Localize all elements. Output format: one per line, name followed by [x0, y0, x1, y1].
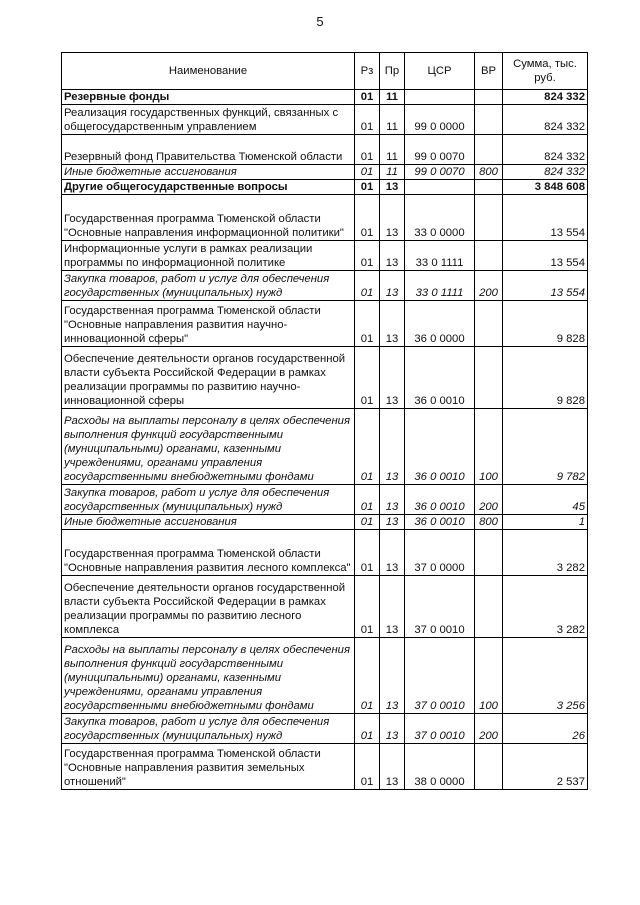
cell-name: Закупка товаров, работ и услуг для обеспечения государственных (муниципальных) нужд — [62, 271, 355, 301]
header-name: Наименование — [62, 53, 355, 90]
table-row — [62, 271, 588, 301]
cell-pr: 13 — [380, 347, 405, 409]
cell-vr — [475, 180, 503, 195]
cell-name: Обеспечение деятельности органов государственной власти субъекта Российской Федерации в рамках реализации программы по развитию научно-инновационной сферы — [62, 347, 355, 409]
cell-rz: 01 — [355, 105, 380, 135]
table-row — [62, 714, 588, 744]
table-row — [62, 135, 588, 165]
cell-rz: 01 — [355, 515, 380, 530]
cell-csr: 37 0 0010 — [405, 576, 475, 638]
cell-rz: 01 — [355, 301, 380, 347]
table-row — [62, 638, 588, 714]
cell-name: Расходы на выплаты персоналу в целях обеспечения выполнения функций государственными (муниципальными) органами, казенными учреждениями, органами управления государственными внебюджетными фондами — [62, 409, 355, 485]
cell-csr: 99 0 0000 — [405, 105, 475, 135]
cell-csr: 99 0 0070 — [405, 135, 475, 165]
cell-name: Закупка товаров, работ и услуг для обеспечения государственных (муниципальных) нужд — [62, 485, 355, 515]
table-row — [62, 409, 588, 485]
cell-rz: 01 — [355, 135, 380, 165]
cell-rz: 01 — [355, 195, 380, 241]
table-body — [62, 90, 588, 790]
cell-name: Резервный фонд Правительства Тюменской области — [62, 135, 355, 165]
cell-csr — [405, 180, 475, 195]
cell-vr: 200 — [475, 714, 503, 744]
table-row — [62, 347, 588, 409]
cell-pr: 13 — [380, 271, 405, 301]
table-row — [62, 180, 588, 195]
cell-sum: 9 828 — [503, 347, 588, 409]
cell-csr: 36 0 0010 — [405, 347, 475, 409]
cell-pr: 11 — [380, 105, 405, 135]
cell-pr: 13 — [380, 195, 405, 241]
cell-sum: 13 554 — [503, 271, 588, 301]
table-row — [62, 105, 588, 135]
cell-vr — [475, 347, 503, 409]
cell-vr — [475, 301, 503, 347]
cell-csr: 38 0 0000 — [405, 744, 475, 790]
cell-csr: 36 0 0000 — [405, 301, 475, 347]
cell-csr: 36 0 0010 — [405, 409, 475, 485]
table-row — [62, 576, 588, 638]
cell-pr: 13 — [380, 530, 405, 576]
cell-vr: 200 — [475, 271, 503, 301]
cell-sum: 2 537 — [503, 744, 588, 790]
cell-rz: 01 — [355, 90, 380, 105]
cell-rz: 01 — [355, 530, 380, 576]
cell-rz: 01 — [355, 744, 380, 790]
cell-name: Реализация государственных функций, связанных с общегосударственным управлением — [62, 105, 355, 135]
cell-sum: 9 828 — [503, 301, 588, 347]
table-row — [62, 90, 588, 105]
header-pr: Пр — [380, 53, 405, 90]
cell-csr: 33 0 0000 — [405, 195, 475, 241]
cell-pr: 13 — [380, 301, 405, 347]
cell-name: Государственная программа Тюменской области "Основные направления развития научно-инновационной сферы" — [62, 301, 355, 347]
cell-sum: 3 256 — [503, 638, 588, 714]
cell-sum: 824 332 — [503, 165, 588, 180]
cell-csr: 37 0 0000 — [405, 530, 475, 576]
cell-vr — [475, 135, 503, 165]
cell-name: Резервные фонды — [62, 90, 355, 105]
header-rz: Рз — [355, 53, 380, 90]
page-number: 5 — [316, 14, 324, 29]
table-row — [62, 301, 588, 347]
cell-sum: 13 554 — [503, 195, 588, 241]
cell-vr: 200 — [475, 485, 503, 515]
cell-pr: 13 — [380, 409, 405, 485]
cell-name: Иные бюджетные ассигнования — [62, 165, 355, 180]
cell-sum: 3 848 608 — [503, 180, 588, 195]
cell-name: Государственная программа Тюменской области "Основные направления информационной политики" — [62, 195, 355, 241]
cell-csr: 36 0 0010 — [405, 485, 475, 515]
cell-sum: 13 554 — [503, 241, 588, 271]
cell-sum: 26 — [503, 714, 588, 744]
cell-csr: 37 0 0010 — [405, 714, 475, 744]
header-sum: Сумма, тыс. руб. — [503, 53, 588, 90]
cell-sum: 824 332 — [503, 105, 588, 135]
cell-rz: 01 — [355, 347, 380, 409]
cell-pr: 13 — [380, 485, 405, 515]
cell-name: Информационные услуги в рамках реализации программы по информационной политике — [62, 241, 355, 271]
table-row — [62, 165, 588, 180]
cell-vr — [475, 530, 503, 576]
cell-sum: 3 282 — [503, 576, 588, 638]
table-row — [62, 241, 588, 271]
cell-name: Другие общегосударственные вопросы — [62, 180, 355, 195]
cell-pr: 13 — [380, 515, 405, 530]
cell-pr: 13 — [380, 744, 405, 790]
cell-sum: 45 — [503, 485, 588, 515]
cell-vr: 800 — [475, 165, 503, 180]
cell-name: Расходы на выплаты персоналу в целях обеспечения выполнения функций государственными (муниципальными) органами, казенными учреждениями, органами управления государственными внебюджетными фондами — [62, 638, 355, 714]
cell-pr: 13 — [380, 241, 405, 271]
cell-name: Государственная программа Тюменской области "Основные направления развития лесного комплекса" — [62, 530, 355, 576]
cell-name: Государственная программа Тюменской области "Основные направления развития земельных отношений" — [62, 744, 355, 790]
cell-rz: 01 — [355, 714, 380, 744]
cell-csr: 99 0 0070 — [405, 165, 475, 180]
cell-rz: 01 — [355, 409, 380, 485]
cell-sum: 1 — [503, 515, 588, 530]
cell-sum: 824 332 — [503, 90, 588, 105]
cell-vr — [475, 195, 503, 241]
cell-vr — [475, 576, 503, 638]
cell-vr — [475, 90, 503, 105]
cell-rz: 01 — [355, 485, 380, 515]
header-csr: ЦСР — [405, 53, 475, 90]
cell-rz: 01 — [355, 638, 380, 714]
table-row — [62, 195, 588, 241]
cell-pr: 11 — [380, 135, 405, 165]
table-row — [62, 485, 588, 515]
cell-name: Обеспечение деятельности органов государственной власти субъекта Российской Федерации в рамках реализации программы по развитию лесного комплекса — [62, 576, 355, 638]
cell-pr: 13 — [380, 576, 405, 638]
cell-vr: 100 — [475, 409, 503, 485]
cell-rz: 01 — [355, 165, 380, 180]
table-header-row — [62, 53, 588, 90]
cell-csr — [405, 90, 475, 105]
cell-pr: 13 — [380, 180, 405, 195]
budget-table — [61, 52, 588, 790]
cell-pr: 13 — [380, 714, 405, 744]
table-row — [62, 744, 588, 790]
cell-rz: 01 — [355, 180, 380, 195]
cell-csr: 36 0 0010 — [405, 515, 475, 530]
cell-csr: 37 0 0010 — [405, 638, 475, 714]
cell-vr: 800 — [475, 515, 503, 530]
cell-vr: 100 — [475, 638, 503, 714]
cell-csr: 33 0 1111 — [405, 241, 475, 271]
cell-sum: 3 282 — [503, 530, 588, 576]
cell-sum: 824 332 — [503, 135, 588, 165]
cell-rz: 01 — [355, 241, 380, 271]
cell-rz: 01 — [355, 576, 380, 638]
cell-sum: 9 782 — [503, 409, 588, 485]
cell-vr — [475, 241, 503, 271]
cell-vr — [475, 105, 503, 135]
cell-pr: 11 — [380, 165, 405, 180]
cell-csr: 33 0 1111 — [405, 271, 475, 301]
cell-name: Иные бюджетные ассигнования — [62, 515, 355, 530]
cell-name: Закупка товаров, работ и услуг для обеспечения государственных (муниципальных) нужд — [62, 714, 355, 744]
table-row — [62, 530, 588, 576]
cell-rz: 01 — [355, 271, 380, 301]
table-row — [62, 515, 588, 530]
header-vr: ВР — [475, 53, 503, 90]
cell-pr: 13 — [380, 638, 405, 714]
cell-vr — [475, 744, 503, 790]
cell-pr: 11 — [380, 90, 405, 105]
